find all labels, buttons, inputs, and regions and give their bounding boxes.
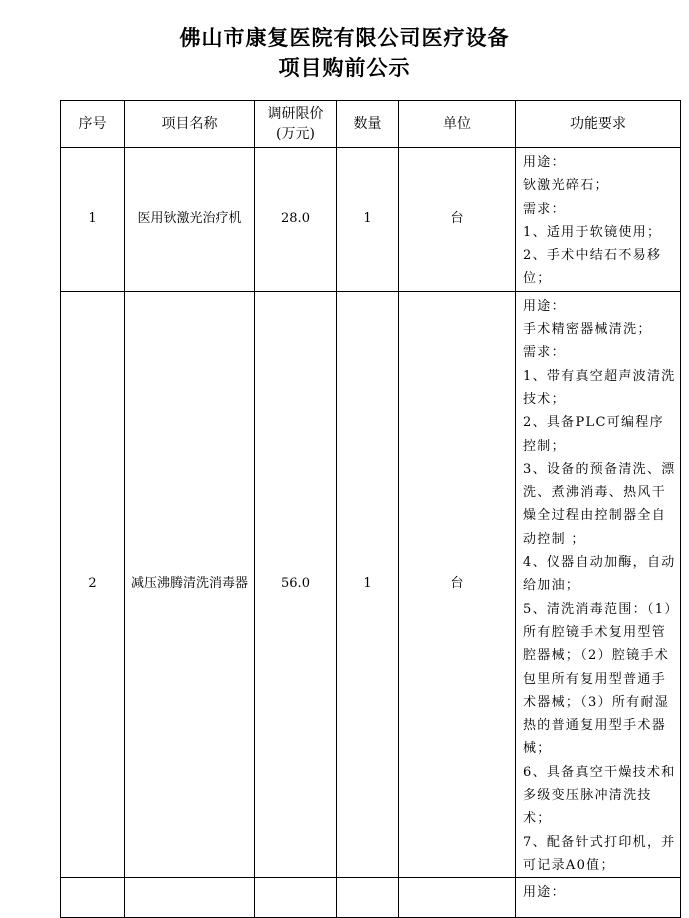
table-row-partial <box>61 878 681 918</box>
cell-seq: 2 <box>61 291 125 877</box>
cell-seq <box>61 878 125 918</box>
cell-name <box>125 148 255 292</box>
func-line: 4、仪器自动加酶，自动给加油； <box>523 555 676 594</box>
func-line: 手术精密器械清洗； <box>523 322 652 338</box>
func-line: 2、手术中结石不易移位； <box>523 248 662 287</box>
func-line: 钬激光碎石； <box>523 178 609 194</box>
func-line: 用途： <box>523 155 566 170</box>
cell-unit: 台 <box>399 148 516 292</box>
func-line: 7、配备针式打印机，并可记录A0值； <box>523 834 676 873</box>
cell-seq: 1 <box>61 148 125 292</box>
cell-func <box>516 148 681 292</box>
func-line: 6、具备真空干燥技术和多级变压脉冲清洗技术； <box>523 764 676 827</box>
cell-unit: 台 <box>399 291 516 877</box>
item-name: 减压沸腾清洗消毒器 <box>131 576 249 592</box>
item-name: 医用钬激光治疗机 <box>137 211 242 227</box>
cell-qty: 1 <box>337 291 399 877</box>
cell-name <box>125 291 255 877</box>
header-name: 项目名称 <box>125 101 255 148</box>
func-line: 5、清洗消毒范围：（1）所有腔镜手术复用型管腔器械；（2）腔镜手术包里所有复用型普通手术器械；（3）所有耐湿热的普通复用型手术器械； <box>523 601 673 757</box>
header-qty: 数量 <box>337 101 399 148</box>
cell-price: 56.0 <box>255 291 337 877</box>
func-line: 用途： <box>523 298 566 314</box>
header-unit: 单位 <box>399 101 516 148</box>
equipment-table <box>60 100 681 918</box>
header-price-line2: (万元) <box>276 126 315 142</box>
document-title: 佛山市康复医院有限公司医疗设备 <box>179 25 510 50</box>
table-row <box>61 291 681 877</box>
header-price-line1: 调研限价 <box>267 106 324 122</box>
cell-qty <box>337 878 399 918</box>
table-row <box>61 148 681 292</box>
header-seq: 序号 <box>61 101 125 148</box>
func-line: 3、设备的预备清洗、漂洗、煮沸消毒、热风干燥全过程由控制器全自动控制 ； <box>523 461 676 547</box>
func-line: 1、带有真空超声波清洗技术； <box>523 368 676 407</box>
func-line: 需求： <box>523 201 566 217</box>
cell-unit <box>399 878 516 918</box>
func-line: 1、适用于软镜使用； <box>523 224 662 240</box>
header-func: 功能要求 <box>516 101 681 148</box>
cell-func <box>516 878 681 918</box>
func-line: 用途： <box>523 885 566 901</box>
cell-price: 28.0 <box>255 148 337 292</box>
cell-name <box>125 878 255 918</box>
func-line: 2、具备PLC可编程序控制； <box>523 415 664 454</box>
cell-price <box>255 878 337 918</box>
header-price <box>255 101 337 148</box>
cell-qty: 1 <box>337 148 399 292</box>
func-line: 需求： <box>523 345 566 361</box>
document-subtitle: 项目购前公示 <box>278 55 411 80</box>
table-header-row <box>61 101 681 148</box>
cell-func <box>516 291 681 877</box>
